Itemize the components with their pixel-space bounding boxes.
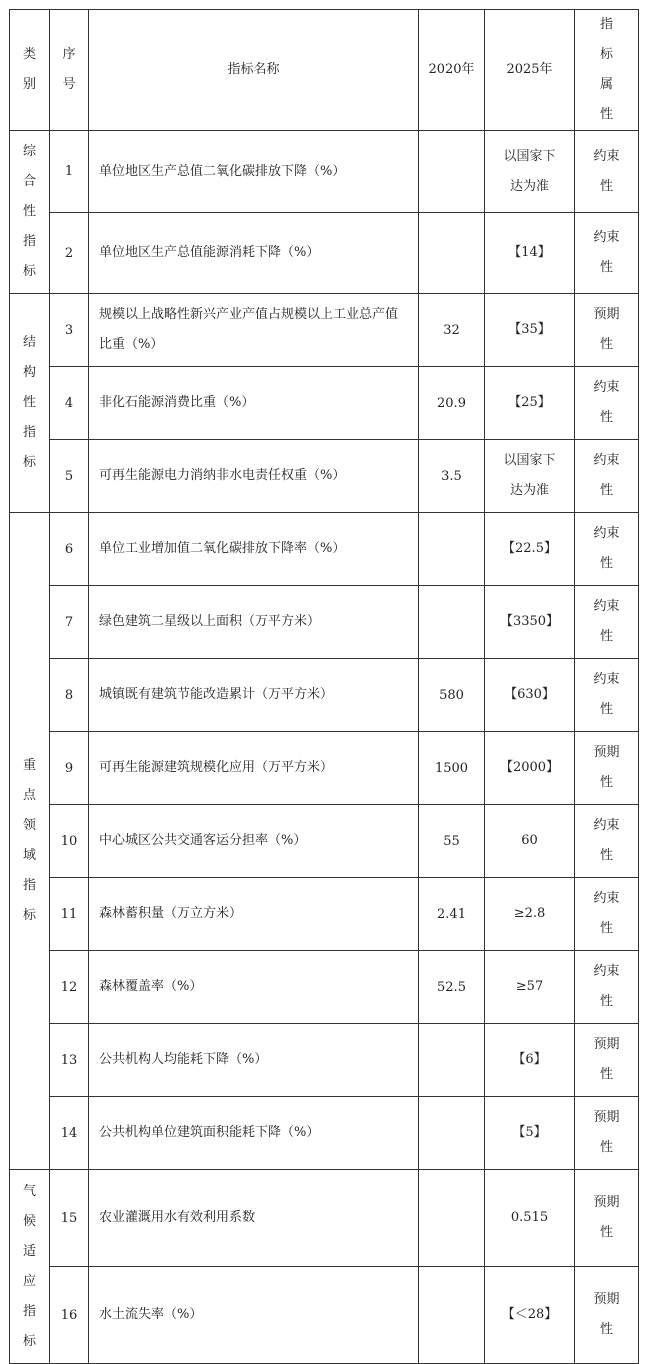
value-2025-cell: ≥57 [485,951,575,1024]
value-2025-cell: 【2000】 [485,732,575,805]
value-2020-cell [419,1170,485,1267]
attribute-cell: 预期性 [575,1267,639,1364]
table-row [10,659,639,732]
table-row [10,1097,639,1170]
value-2020-cell: 32 [419,294,485,367]
value-2020-cell: 20.9 [419,367,485,440]
table-row [10,951,639,1024]
value-2025-cell: 【35】 [485,294,575,367]
seq-cell: 15 [50,1170,89,1267]
indicator-name-cell: 农业灌溉用水有效利用系数 [89,1170,419,1267]
table-row [10,513,639,586]
value-2020-cell [419,131,485,213]
seq-cell: 9 [50,732,89,805]
header-seq: 序号 [50,10,89,131]
table-row [10,1170,639,1267]
indicator-name-cell: 可再生能源电力消纳非水电责任权重（%） [89,440,419,513]
header-row [10,10,639,131]
attribute-cell: 约束性 [575,440,639,513]
attribute-cell: 约束性 [575,513,639,586]
seq-cell: 8 [50,659,89,732]
value-2025-cell: 【22.5】 [485,513,575,586]
indicator-name-cell: 单位地区生产总值二氧化碳排放下降（%） [89,131,419,213]
seq-cell: 11 [50,878,89,951]
value-2020-cell: 55 [419,805,485,878]
seq-cell: 12 [50,951,89,1024]
header-2020: 2020年 [419,10,485,131]
value-2025-cell: 【6】 [485,1024,575,1097]
table-row [10,878,639,951]
attribute-cell: 预期性 [575,1024,639,1097]
indicator-name-cell: 公共机构人均能耗下降（%） [89,1024,419,1097]
indicator-name-cell: 公共机构单位建筑面积能耗下降（%） [89,1097,419,1170]
header-name: 指标名称 [89,10,419,131]
seq-cell: 5 [50,440,89,513]
table-row [10,732,639,805]
seq-cell: 7 [50,586,89,659]
seq-cell: 3 [50,294,89,367]
seq-cell: 16 [50,1267,89,1364]
table-row [10,1024,639,1097]
category-cell: 气候适应指标 [10,1170,50,1364]
seq-cell: 10 [50,805,89,878]
table-row [10,586,639,659]
attribute-cell: 预期性 [575,294,639,367]
indicator-name-cell: 非化石能源消费比重（%） [89,367,419,440]
value-2020-cell [419,586,485,659]
seq-cell: 13 [50,1024,89,1097]
value-2025-cell: 以国家下达为准 [485,440,575,513]
category-cell: 结构性指标 [10,294,50,513]
value-2020-cell: 580 [419,659,485,732]
table-row [10,1267,639,1364]
attribute-cell: 约束性 [575,213,639,294]
value-2020-cell [419,1097,485,1170]
value-2025-cell: 60 [485,805,575,878]
indicator-name-cell: 可再生能源建筑规模化应用（万平方米） [89,732,419,805]
seq-cell: 1 [50,131,89,213]
value-2020-cell [419,213,485,294]
indicator-name-cell: 森林蓄积量（万立方米） [89,878,419,951]
attribute-cell: 预期性 [575,1097,639,1170]
value-2020-cell: 1500 [419,732,485,805]
indicator-table [9,9,639,1364]
attribute-cell: 约束性 [575,659,639,732]
table-row [10,440,639,513]
seq-cell: 14 [50,1097,89,1170]
value-2025-cell: 0.515 [485,1170,575,1267]
attribute-cell: 约束性 [575,131,639,213]
value-2020-cell: 52.5 [419,951,485,1024]
attribute-cell: 约束性 [575,951,639,1024]
indicator-name-cell: 单位地区生产总值能源消耗下降（%） [89,213,419,294]
value-2025-cell: 【14】 [485,213,575,294]
indicator-name-cell: 森林覆盖率（%） [89,951,419,1024]
table-row [10,367,639,440]
value-2020-cell [419,1267,485,1364]
table-body [10,131,639,1364]
seq-cell: 6 [50,513,89,586]
table-row [10,294,639,367]
value-2020-cell [419,513,485,586]
attribute-cell: 预期性 [575,732,639,805]
value-2025-cell: ≥2.8 [485,878,575,951]
attribute-cell: 约束性 [575,805,639,878]
attribute-cell: 约束性 [575,586,639,659]
header-2025: 2025年 [485,10,575,131]
value-2025-cell: 以国家下达为准 [485,131,575,213]
table-row [10,131,639,213]
indicator-name-cell: 单位工业增加值二氧化碳排放下降率（%） [89,513,419,586]
seq-cell: 4 [50,367,89,440]
value-2020-cell [419,1024,485,1097]
header-category: 类别 [10,10,50,131]
seq-cell: 2 [50,213,89,294]
value-2025-cell: 【5】 [485,1097,575,1170]
indicator-name-cell: 中心城区公共交通客运分担率（%） [89,805,419,878]
value-2025-cell: 【3350】 [485,586,575,659]
indicator-name-cell: 规模以上战略性新兴产业产值占规模以上工业总产值比重（%） [89,294,419,367]
value-2025-cell: 【＜28】 [485,1267,575,1364]
attribute-cell: 约束性 [575,367,639,440]
value-2025-cell: 【25】 [485,367,575,440]
category-cell: 综合性指标 [10,131,50,294]
indicator-name-cell: 水土流失率（%） [89,1267,419,1364]
table-row [10,213,639,294]
attribute-cell: 预期性 [575,1170,639,1267]
attribute-cell: 约束性 [575,878,639,951]
table-row [10,805,639,878]
value-2020-cell: 2.41 [419,878,485,951]
indicator-name-cell: 绿色建筑二星级以上面积（万平方米） [89,586,419,659]
value-2025-cell: 【630】 [485,659,575,732]
header-attr: 指标属性 [575,10,639,131]
category-cell: 重点领域指标 [10,513,50,1170]
value-2020-cell: 3.5 [419,440,485,513]
indicator-name-cell: 城镇既有建筑节能改造累计（万平方米） [89,659,419,732]
